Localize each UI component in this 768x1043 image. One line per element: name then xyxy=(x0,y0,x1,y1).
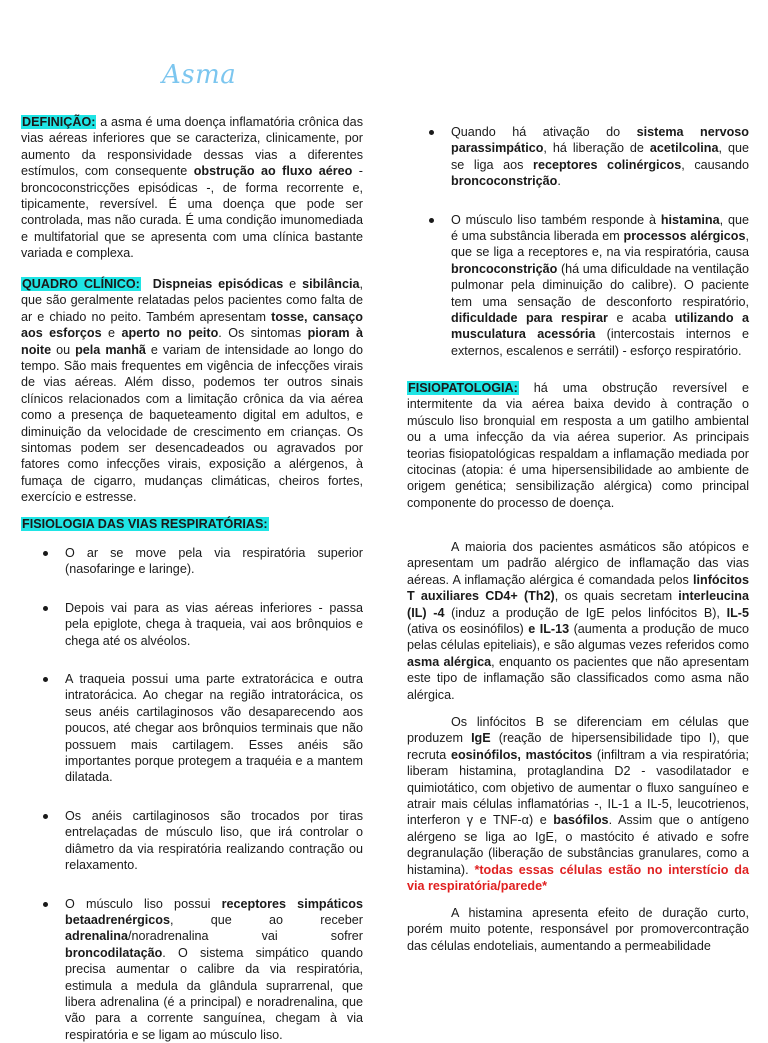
quadro-bold-4: aperto no peito xyxy=(121,326,218,340)
quadro-label: QUADRO CLÍNICO: xyxy=(21,277,141,291)
item5-text-4: . O sistema simpático quando precisa aumentar o calibre da via respiratória, estimula a medula da glândula suprarrenal, que libera adrenalina (é a principal) e noradrenalina, que vão para a corrente sanguínea, chegam à via respiratória e se ligam ao músculo liso. xyxy=(65,946,363,1042)
item7-bold-5: utilizando a musculatura acessória xyxy=(451,311,749,341)
linfocitos-paragraph xyxy=(407,714,749,894)
list-item xyxy=(407,124,749,190)
item5-bold-1: receptores simpáticos betaadrenérgicos xyxy=(65,897,363,927)
definicao-paragraph xyxy=(21,114,363,262)
interstitium-note: *todas essas células estão no interstício da via respiratória/parede* xyxy=(407,863,749,893)
item6-text-5: . xyxy=(557,174,561,188)
definicao-text-1: a asma é uma doença inflamatória crônica das vias aéreas inferiores que se caracteriza, clinicamente, por aumento da responsividade dessas vias a diferentes estímulos, com consequente xyxy=(21,115,363,178)
document-title: Asma xyxy=(162,67,236,83)
linfocitos-section xyxy=(407,714,749,894)
para2-text-5: (aumenta a produção de muco pelas células epiteliais), e são algumas vezes referidos como xyxy=(407,622,749,652)
item6-bold-2: acetilcolina xyxy=(650,141,719,155)
item6-text-3: , que se liga aos xyxy=(451,141,749,171)
list-item: A traqueia possui uma parte extratorácica e outra intratorácica. Ao chegar na região intratorácica, os seus anéis cartilaginosos vão desaparecendo aos poucos, até chegar aos brônquios terminais que não possuem mais cartilagem. Esses anéis são importantes porque protegem a traquéia e a mantem dilatada. xyxy=(21,671,363,786)
fisiologia-list-left xyxy=(21,545,363,1043)
definicao-text-2: - broncoconstricções episódicas -, de forma recorrente e, tipicamente, reversível. É uma doença que pode ser controlada, mas não curada. É uma condição imunomediada e multifatorial que se apresenta com uma clínica bastante variada e complexa. xyxy=(21,164,363,260)
para2-bold-3: IL-5 xyxy=(727,606,749,620)
fisiopatologia-paragraph xyxy=(407,380,749,511)
quadro-bold-6: pela manhã xyxy=(75,343,146,357)
quadro-bold-5: pioram à noite xyxy=(21,326,363,356)
definicao-label: DEFINIÇÃO: xyxy=(21,115,96,129)
para3-text-4: . Assim que o antígeno alérgeno se liga ao IgE, o mastócito é ativado e sofre degranulação (liberação de substâncias granulares, como a histamina). xyxy=(407,813,749,876)
para3-text-3: (infiltram a via respiratória; liberam histamina, protaglandina D2 - vasodilatador e quimiotático, com objetivo de aumentar o fluxo sanguíneo e atrair mais células inflamatórias -, IL-1 a IL-5, leucotrienos, interferon γ e TNF-α) e xyxy=(407,748,749,828)
quadro-text-5: ou xyxy=(51,343,75,357)
item7-bold-4: dificuldade para respirar xyxy=(451,311,608,325)
para3-bold-3: basófilos xyxy=(553,813,608,827)
item6-bold-1: sistema nervoso parassimpático xyxy=(451,125,749,155)
fisiopatologia-section xyxy=(407,380,749,511)
para2-text-2: , os quais secretam xyxy=(555,589,679,603)
item7-text-3: , que se liga a receptores e, na via respiratória, causa xyxy=(451,229,749,259)
fisiopatologia-label: FISIOPATOLOGIA: xyxy=(407,381,519,395)
list-item: Os anéis cartilaginosos são trocados por tiras entrelaçadas de músculo liso, que irá controlar o diâmetro da via respiratória realizando contração ou relaxamento. xyxy=(21,808,363,874)
para2-bold-5: asma alérgica xyxy=(407,655,491,669)
para2-text-4: (ativa os eosinófilos) xyxy=(407,622,528,636)
item7-text-2: , que é uma substância liberada em xyxy=(451,213,749,243)
histamina-section xyxy=(407,905,749,954)
atopicos-section xyxy=(407,539,749,703)
atopicos-paragraph xyxy=(407,539,749,703)
para3-bold-1: IgE xyxy=(471,731,491,745)
item5-text-1: O músculo liso possui xyxy=(65,897,222,911)
item7-text-4: (há uma dificuldade na ventilação pulmonar pela diminuição do calibre). O paciente tem uma sensação de desconforto respiratório, xyxy=(451,262,749,309)
item7-text-1: O músculo liso também responde à xyxy=(451,213,661,227)
definicao-bold-1: obstrução ao fluxo aéreo xyxy=(194,164,353,178)
histamina-paragraph: A histamina apresenta efeito de duração curto, porém muito potente, responsável por promovercontração das células endoteliais, aumentando a permeabilidade xyxy=(407,905,749,954)
list-item xyxy=(21,896,363,1043)
item7-bold-2: processos alérgicos xyxy=(624,229,746,243)
definicao-section xyxy=(21,114,363,262)
list-item xyxy=(407,212,749,360)
fisiologia-list-right xyxy=(407,124,749,359)
para3-bold-2: eosinófilos, mastócitos xyxy=(451,748,592,762)
quadro-bold-3: tosse, cansaço aos esforços xyxy=(21,310,363,340)
quadro-text-3: e xyxy=(102,326,122,340)
item7-bold-1: histamina xyxy=(661,213,720,227)
item5-bold-2: adrenalina xyxy=(65,929,128,943)
item6-text-4: , causando xyxy=(681,158,749,172)
para2-text-3: (induz a produção de IgE pelos linfócitos B), xyxy=(444,606,726,620)
quadro-bold-2: sibilância xyxy=(302,277,359,291)
quadro-bold-1: Dispneias episódicas xyxy=(153,277,284,291)
item5-text-2: , que ao receber xyxy=(170,913,363,927)
para2-bold-1: linfócitos T auxiliares CD4+ (Th2) xyxy=(407,573,749,603)
quadro-section xyxy=(21,276,363,506)
list-item: O ar se move pela via respiratória superior (nasofaringe e laringe). xyxy=(21,545,363,578)
para3-text-2: (reação de hipersensibilidade tipo I), que recruta xyxy=(407,731,749,761)
para3-text-1: Os linfócitos B se diferenciam em células que produzem xyxy=(407,715,749,745)
list-item: Depois vai para as vias aéreas inferiores - passa pela epiglote, chega à traqueia, vai aos brônquios e chega até os alvéolos. xyxy=(21,600,363,649)
para2-bold-2: interleucina (IL) -4 xyxy=(407,589,749,619)
quadro-text-6: e variam de intensidade ao longo do tempo. São mais frequentes em vigência de infecções virais de vias aéreas. Além disso, podemos ter outros sinais clínicos relacionados com a limitação crônica da via aérea como a presença de baqueteamento digital em adultos, e diminuição da velocidade de crescimento em crianças. Os sintomas podem ser desencadeados ou agravados por fatores como infecções virais, exposição a alérgenos, à fumaça de cigarro, mudanças climáticas, cheiros fortes, exercício e estresse. xyxy=(21,343,363,505)
para2-text-1: A maioria dos pacientes asmáticos são atópicos e apresentam um padrão alérgico de inflamação das vias aéreas. A inflamação alérgica é comandada pelos xyxy=(407,540,749,587)
fisiologia-heading xyxy=(21,516,363,532)
para2-text-6: , enquanto os pacientes que não apresentam este tipo de inflamação são classificados como asma não alérgica. xyxy=(407,655,749,702)
item5-bold-3: broncodilatação xyxy=(65,946,162,960)
item6-text-1: Quando há ativação do xyxy=(451,125,637,139)
quadro-paragraph xyxy=(21,276,363,506)
item7-bold-3: broncoconstrição xyxy=(451,262,557,276)
item6-bold-3: receptores colinérgicos xyxy=(533,158,681,172)
para2-bold-4: e IL-13 xyxy=(528,622,569,636)
quadro-text-2: , que são geralmente relatadas pelos pacientes como falta de ar e chiado no peito. Também apresentam xyxy=(21,277,363,324)
item7-text-6: (intercostais internos e externos, escalenos e serrátil) - esforço respiratório. xyxy=(451,327,749,357)
item6-text-2: , há liberação de xyxy=(543,141,650,155)
quadro-text-4: . Os sintomas xyxy=(218,326,307,340)
item5-text-3: /noradrenalina vai sofrer xyxy=(128,929,363,943)
item6-bold-4: broncoconstrição xyxy=(451,174,557,188)
fisiologia-label: FISIOLOGIA DAS VIAS RESPIRATÓRIAS: xyxy=(21,517,269,531)
item7-text-5: e acaba xyxy=(608,311,675,325)
quadro-text-1: e xyxy=(283,277,302,291)
fisiopatologia-text: há uma obstrução reversível e intermitente da via aérea baixa devido à contração o músculo liso bronquial em resposta a um gatilho ambiental ou a uma infecção da via aérea superior. As principais teorias fisiopatológicas respaldam a inflamação mediada por citocinas (atopia: é uma hipersensibilidade ao ambiente de origem genética; sensibilização alérgica) como principal componente do processo de doença. xyxy=(407,381,749,510)
